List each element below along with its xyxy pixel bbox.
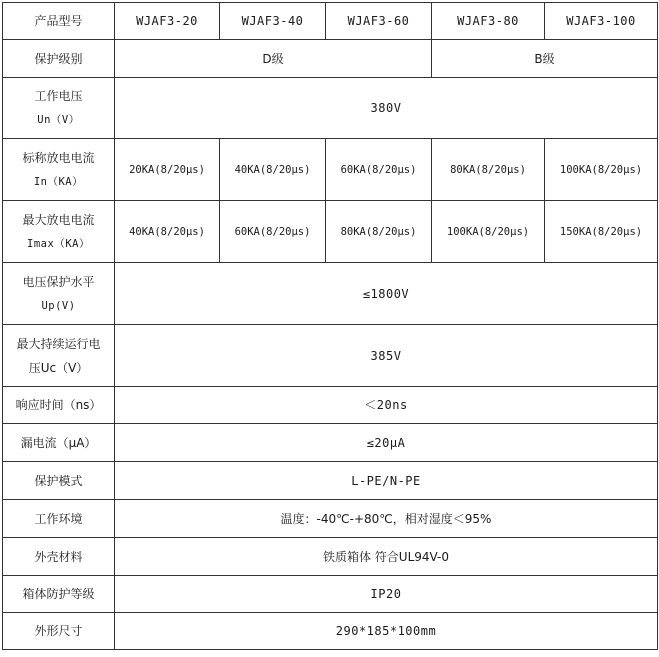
- max-discharge-4: 100KA(8/20μs): [432, 201, 545, 263]
- label-max-discharge-unit: Imax（KA）: [27, 237, 90, 250]
- row-mode: [3, 462, 658, 500]
- label-nominal-discharge-unit: In（KA）: [33, 175, 84, 188]
- model-5: WJAF3-100: [545, 3, 658, 40]
- label-environment: 工作环境: [3, 500, 115, 538]
- label-size: 外形尺寸: [3, 613, 115, 650]
- model-3: WJAF3-60: [326, 3, 432, 40]
- label-up: [3, 263, 115, 325]
- value-housing: 铁质箱体 符合UL94V-0: [115, 538, 658, 576]
- label-ip: 箱体防护等级: [3, 576, 115, 613]
- row-working-voltage: [3, 78, 658, 139]
- value-uc: 385V: [115, 325, 658, 387]
- row-environment: [3, 500, 658, 538]
- label-nominal-discharge-text: 标称放电电流: [22, 150, 95, 165]
- row-housing: [3, 538, 658, 576]
- label-nominal-discharge: [3, 139, 115, 201]
- row-model: [3, 3, 658, 40]
- spec-table: [2, 2, 658, 650]
- value-leakage: ≤20μA: [115, 424, 658, 462]
- row-max-discharge: [3, 201, 658, 263]
- nominal-discharge-2: 40KA(8/20μs): [220, 139, 326, 201]
- max-discharge-1: 40KA(8/20μs): [115, 201, 220, 263]
- label-up-unit: Up(V): [41, 299, 76, 312]
- label-protection-level: 保护级别: [3, 40, 115, 78]
- row-leakage: [3, 424, 658, 462]
- max-discharge-3: 80KA(8/20μs): [326, 201, 432, 263]
- model-1: WJAF3-20: [115, 3, 220, 40]
- nominal-discharge-3: 60KA(8/20μs): [326, 139, 432, 201]
- label-mode: 保护模式: [3, 462, 115, 500]
- label-response-time: 响应时间（ns）: [3, 387, 115, 424]
- max-discharge-5: 150KA(8/20μs): [545, 201, 658, 263]
- value-environment: 温度：-40℃-+80℃，相对湿度＜95%: [115, 500, 658, 538]
- row-nominal-discharge: [3, 139, 658, 201]
- row-up: [3, 263, 658, 325]
- model-2: WJAF3-40: [220, 3, 326, 40]
- row-size: [3, 613, 658, 650]
- value-ip: IP20: [115, 576, 658, 613]
- label-working-voltage-unit: Un（V）: [37, 114, 80, 126]
- model-4: WJAF3-80: [432, 3, 545, 40]
- row-ip: [3, 576, 658, 613]
- nominal-discharge-4: 80KA(8/20μs): [432, 139, 545, 201]
- value-size: 290*185*100mm: [115, 613, 658, 650]
- value-working-voltage: 380V: [115, 78, 658, 139]
- row-protection-level: [3, 40, 658, 78]
- label-working-voltage-text: 工作电压: [34, 89, 83, 103]
- nominal-discharge-5: 100KA(8/20μs): [545, 139, 658, 201]
- value-b-level: B级: [432, 40, 658, 78]
- label-uc: [3, 325, 115, 387]
- label-max-discharge: [3, 201, 115, 263]
- label-leakage: 漏电流（μA）: [3, 424, 115, 462]
- value-d-level: D级: [115, 40, 432, 78]
- row-response-time: [3, 387, 658, 424]
- label-uc-unit: 压Uc（V）: [28, 360, 89, 375]
- label-uc-text: 最大持续运行电: [16, 336, 101, 351]
- value-up: ≤1800V: [115, 263, 658, 325]
- row-uc: [3, 325, 658, 387]
- label-up-text: 电压保护水平: [22, 274, 95, 289]
- label-housing: 外壳材料: [3, 538, 115, 576]
- value-response-time: ＜20ns: [115, 387, 658, 424]
- label-max-discharge-text: 最大放电电流: [22, 212, 95, 227]
- label-working-voltage: [3, 78, 115, 139]
- max-discharge-2: 60KA(8/20μs): [220, 201, 326, 263]
- label-model: 产品型号: [3, 3, 115, 40]
- value-mode: L-PE/N-PE: [115, 462, 658, 500]
- nominal-discharge-1: 20KA(8/20μs): [115, 139, 220, 201]
